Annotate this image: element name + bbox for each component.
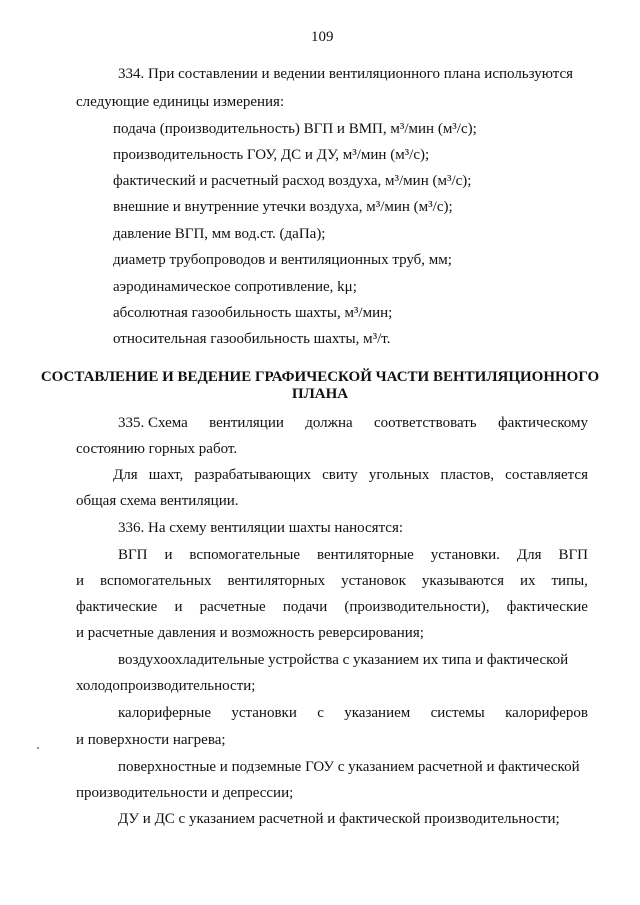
paragraph-cooling-line-2: холодопроизводительности; [76, 678, 256, 694]
paragraph-335-line-2: состоянию горных работ. [76, 441, 238, 457]
page-number: 109 [311, 29, 334, 45]
word: типы, [551, 573, 588, 589]
word: калориферные [118, 705, 212, 721]
word: вентиляции [209, 415, 284, 431]
unit-item: диаметр трубопроводов и вентиляционных труб, мм; [113, 252, 452, 268]
word: ВГП [558, 547, 588, 563]
paragraph-heaters-line-1 [118, 704, 588, 722]
word: указываются [421, 573, 504, 589]
paragraph-334-line-2: следующие единицы измерения: [76, 94, 285, 110]
unit-item: производительность ГОУ, ДС и ДУ, м³/мин (м³/с); [113, 147, 430, 163]
unit-item: давление ВГП, мм вод.ст. (даПа); [113, 226, 326, 242]
word: свиту [322, 467, 358, 483]
paragraph-vgp-line-2 [76, 572, 588, 590]
word: и [164, 547, 173, 563]
word: фактическому [497, 415, 588, 431]
word: подачи [282, 599, 328, 615]
unit-item: внешние и внутренние утечки воздуха, м³/мин (м³/с); [113, 199, 453, 215]
unit-item: фактический и расчетный расход воздуха, м³/мин (м³/с); [113, 173, 472, 189]
paragraph-335-line-1 [118, 414, 588, 432]
paragraph-mines-line-2: общая схема вентиляции. [76, 493, 239, 509]
word: вспомогательные [189, 547, 301, 563]
unit-item: аэродинамическое сопротивление, kμ; [113, 279, 357, 295]
word: должна [305, 415, 353, 431]
paragraph-cooling-line-1: воздухоохладительные устройства с указанием их типа и фактической [118, 652, 569, 668]
word: калориферов [505, 705, 588, 721]
section-heading-line-1: СОСТАВЛЕНИЕ И ВЕДЕНИЕ ГРАФИЧЕСКОЙ ЧАСТИ ВЕНТИЛЯЦИОННОГО [40, 369, 600, 385]
word: фактические [76, 599, 158, 615]
paragraph-vgp-line-3 [76, 598, 588, 616]
word: соответствовать [373, 415, 477, 431]
word: 335. Схема [118, 415, 188, 431]
word: вентиляторные [316, 547, 414, 563]
word: системы [430, 705, 485, 721]
word: вспомогательных [100, 573, 212, 589]
word: вентиляторных [227, 573, 326, 589]
paragraph-heaters-line-2: и поверхности нагрева; [76, 732, 226, 748]
word: (производительности), [344, 599, 490, 615]
unit-item: абсолютная газообильность шахты, м³/мин; [113, 305, 393, 321]
word: составляется [505, 467, 588, 483]
word: указанием [344, 705, 411, 721]
word: установки. [430, 547, 500, 563]
word: Для [516, 547, 542, 563]
word: угольных [368, 467, 430, 483]
word: пластов, [440, 467, 495, 483]
paragraph-mines-line-1 [113, 466, 588, 484]
word: и [76, 573, 85, 589]
word: установок [341, 573, 406, 589]
word: ВГП [118, 547, 148, 563]
word: установки [231, 705, 297, 721]
paragraph-gou-line-2: производительности и депрессии; [76, 785, 294, 801]
word: фактические [506, 599, 588, 615]
unit-item: относительная газообильность шахты, м³/т. [113, 331, 391, 347]
paragraph-336-line-1: 336. На схему вентиляции шахты наносятся: [118, 520, 404, 536]
paragraph-gou-line-1: поверхностные и подземные ГОУ с указанием расчетной и фактической [118, 759, 580, 775]
unit-item: подача (производительность) ВГП и ВМП, м³/мин (м³/с); [113, 121, 477, 137]
paragraph-vgp-line-4: и расчетные давления и возможность реверсирования; [76, 625, 424, 641]
word: расчетные [199, 599, 266, 615]
paragraph-334-line-1: 334. При составлении и ведении вентиляционного плана используются [118, 66, 574, 82]
word: шахт, [148, 467, 184, 483]
section-heading-line-2: ПЛАНА [291, 386, 349, 402]
paragraph-du-line-1: ДУ и ДС с указанием расчетной и фактической производительности; [118, 811, 560, 827]
word: Для [113, 467, 138, 483]
word: с [317, 705, 324, 721]
word: и [174, 599, 183, 615]
word: их [519, 573, 536, 589]
word: разрабатывающих [194, 467, 311, 483]
scan-speck [37, 747, 39, 749]
paragraph-vgp-line-1 [118, 546, 588, 564]
